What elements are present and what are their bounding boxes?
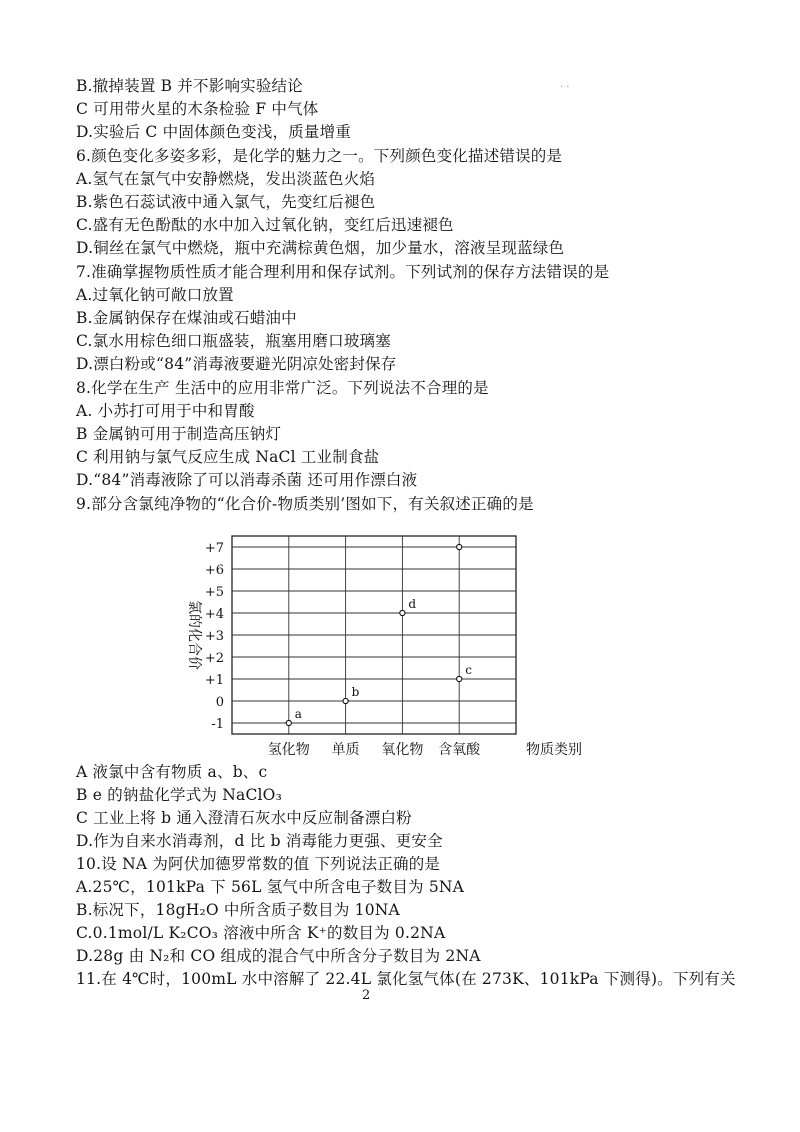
- text-line: B.标况下，18gH₂O 中所含质子数目为 10NA: [76, 901, 400, 919]
- scan-specks: · ·: [560, 82, 570, 93]
- valence-category-chart: [176, 512, 596, 768]
- y-axis-label: 氯的化合价: [186, 600, 202, 670]
- data-point: [457, 544, 462, 549]
- text-line: B.金属钠保存在煤油或石蜡油中: [76, 309, 297, 327]
- y-tick-label: +2: [204, 651, 224, 666]
- text-line: D.实验后 C 中固体颜色变浅，质量增重: [76, 123, 352, 142]
- text-line: 8.化学在生产 生活中的应用非常广泛。下列说法不合理的是: [76, 378, 489, 397]
- y-tick-label: +1: [204, 673, 224, 688]
- x-category-label: 含氧酸: [438, 742, 481, 758]
- text-line: D.作为自来水消毒剂，d 比 b 消毒能力更强、更安全: [76, 832, 443, 850]
- y-tick-label: +7: [204, 541, 224, 556]
- y-tick-label: +5: [204, 585, 224, 600]
- text-line: B e 的钠盐化学式为 NaClO₃: [76, 786, 282, 804]
- data-point-label: c: [465, 663, 472, 677]
- text-line: 10.设 NA 为阿伏加德罗常数的值 下列说法正确的是: [76, 855, 441, 873]
- data-point: [343, 698, 348, 703]
- y-tick-label: +3: [204, 629, 224, 644]
- text-line: C.0.1mol/L K₂CO₃ 溶液中所含 K⁺的数目为 0.2NA: [76, 924, 446, 942]
- text-line: D.“84”消毒液除了可以消毒杀菌 还可用作漂白液: [76, 471, 418, 490]
- text-line: D.铜丝在氯气中燃烧，瓶中充满棕黄色烟，加少量水，溶液呈现蓝绿色: [76, 239, 565, 258]
- text-line: C.盛有无色酚酞的水中加入过氧化钠，变红后迅速褪色: [76, 216, 454, 235]
- text-line: 11.在 4℃时，100mL 水中溶解了 22.4L 氯化氢气体(在 273K、101kPa 下测得)。下列有关: [76, 970, 736, 988]
- text-line: D.漂白粉或“84”消毒液要避光阴凉处密封保存: [76, 355, 397, 374]
- y-tick-label: +4: [204, 607, 224, 622]
- text-line: A 液氯中含有物质 a、b、c: [76, 763, 268, 781]
- data-point: [457, 676, 462, 681]
- text-line: C 工业上将 b 通入澄清石灰水中反应制备漂白粉: [76, 809, 412, 827]
- page-number: 2: [362, 988, 371, 1003]
- y-tick-label: -1: [211, 717, 224, 732]
- y-tick-label: +6: [204, 563, 224, 578]
- x-category-label: 氢化物: [267, 742, 310, 758]
- x-category-label: 单质: [331, 742, 360, 758]
- y-tick-label: 0: [215, 695, 224, 710]
- text-line: 9.部分含氯纯净物的“化合价-物质类别’图如下，有关叙述正确的是: [76, 494, 534, 513]
- text-line: B.紫色石蕊试液中通入氯气，先变红后褪色: [76, 193, 376, 211]
- text-line: C 利用钠与氯气反应生成 NaCl 工业制食盐: [76, 448, 380, 467]
- text-line: B.撤掉装置 B 并不影响实验结论: [76, 77, 303, 95]
- x-axis-label: 物质类别: [526, 742, 582, 758]
- text-line: C 可用带火星的木条检验 F 中气体: [76, 100, 319, 119]
- text-line: A.氢气在氯气中安静燃烧，发出淡蓝色火焰: [76, 169, 376, 188]
- data-point-label: b: [351, 685, 360, 699]
- text-line: 6.颜色变化多姿多彩，是化学的魅力之一。下列颜色变化描述错误的是: [76, 146, 563, 165]
- text-line: D.28g 由 N₂和 CO 组成的混合气中所含分子数目为 2NA: [76, 947, 481, 965]
- text-line: 7.准确掌握物质性质才能合理利用和保存试剂。下列试剂的保存方法错误的是: [76, 262, 610, 281]
- data-point: [400, 610, 405, 615]
- text-line: C.氯水用棕色细口瓶盛装，瓶塞用磨口玻璃塞: [76, 332, 391, 351]
- text-line: A. 小苏打可用于中和胃酸: [76, 401, 255, 420]
- data-point-label: a: [294, 707, 302, 721]
- x-category-label: 氧化物: [381, 742, 424, 758]
- text-line: B 金属钠可用于制造高压钠灯: [76, 425, 282, 443]
- data-point: [286, 720, 291, 725]
- data-point-label: d: [408, 597, 417, 611]
- text-line: A.25℃，101kPa 下 56L 氢气中所含电子数目为 5NA: [76, 878, 465, 896]
- text-line: A.过氧化钠可敞口放置: [76, 285, 234, 304]
